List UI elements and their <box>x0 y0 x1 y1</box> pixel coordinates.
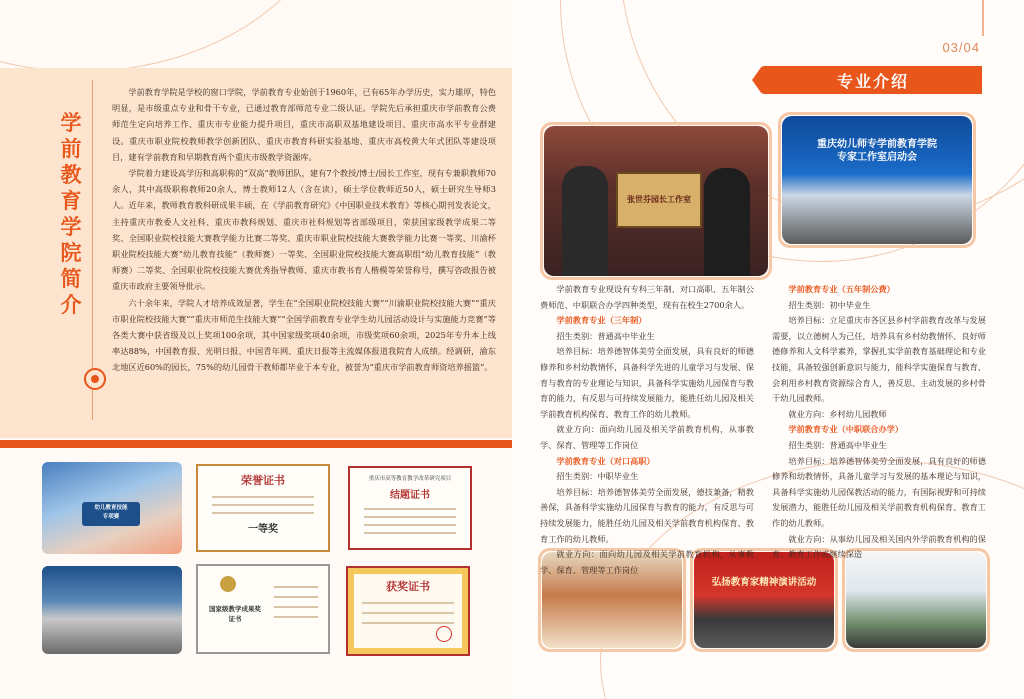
program-enroll: 招生类别：初中毕业生 <box>788 299 871 310</box>
section-title: 专业介绍 <box>836 72 909 91</box>
cert-text-line <box>364 532 456 534</box>
cert-text-line <box>274 586 318 588</box>
cert-text-line <box>212 504 314 506</box>
cert-text-line <box>212 496 314 498</box>
college-intro-title: 学前教育学院简介 <box>60 111 82 317</box>
cert-text-line <box>362 602 454 604</box>
certificate-award <box>346 566 470 656</box>
cert-text-line <box>364 524 456 526</box>
cert-text-line <box>212 512 314 514</box>
intro-paragraph: 学院着力建设高学历和高职称的“双高”教师团队，建有7个教授/博士/园长工作室，现有专兼职教师70余人，其中高级职称教师20余人，博士教师12人（含在读），硕士学位教师近50人，硕士研究生导师3人。近年来，教师教育教科研成果丰硕，在《学前教育研究》《中国职业技术教育》等核心期刊发表论文，主持重庆市教委人文社科、重庆市教科规划、重庆市社科规划等省部级项目，荣获国家级教学成果二等奖、全国职业院校技能大赛教学能力比赛二等奖、重庆市职业院校技能大赛教学能力比赛一等奖、川渝杯职业院校技能大赛“幼儿教育技能”（教师赛）一等奖、全国职业院校技能大赛高职组“幼儿教育技能”（教师赛）二等奖、全国职业院校技能大赛优秀指导教师、重庆市教书育人楷模等荣誉称号，撰写咨政报告被重庆市政府主要领导批示。 <box>112 168 496 292</box>
program-enroll: 招生类别：中职毕业生 <box>556 471 639 482</box>
program-goal: 培养目标：培养德智体美劳全面发展，德技兼备，精教善保，具备科学实施幼儿园保育与教育的能力，有反思与可持续发展能力，能胜任幼儿园及相关学前教育机构保育、教育工作的幼儿教师。 <box>540 486 754 544</box>
cert-award: 一等奖 <box>248 524 278 535</box>
program-name: 学前教育专业（中职联合办学） <box>788 424 904 435</box>
cert-title: 获奖证书 <box>386 580 430 593</box>
seal-icon <box>436 626 452 642</box>
cert-text-line <box>362 622 454 624</box>
plaque-text: 张世芬园长工作室 <box>627 195 691 204</box>
cert-text-line <box>364 516 456 518</box>
page-number: 03/04 <box>942 40 980 55</box>
students-activity-photo <box>42 566 182 654</box>
program-career: 就业方向：乡村幼儿园教师 <box>788 408 887 419</box>
certificate-honor <box>196 464 330 552</box>
program-career: 就业方向：面向幼儿园及相关学前教育机构，从事教学、保育、管理等工作岗位 <box>540 549 754 575</box>
program-enroll: 招生类别：普通高中毕业生 <box>556 330 655 341</box>
cert-header: 重庆市高等教育教学改革研究项目 <box>368 476 452 482</box>
programs-overview: 学前教育专业现设有专科三年制、对口高职、五年制公费师范、中职联合办学四种类型，现有在校生2700余人。 <box>540 284 754 310</box>
photo-frame <box>842 548 990 652</box>
ornament-icon <box>84 368 106 390</box>
cert-text-line <box>274 596 318 598</box>
lecture-banner-text: 弘扬教育家精神演讲活动 <box>711 577 817 588</box>
certificate-national <box>196 564 330 654</box>
program-career: 就业方向：从事幼儿园及相关国内外学前教育机构的保育、教育工作或继续深造 <box>772 533 986 560</box>
program-goal: 培养目标：培养德智体美劳全面发展，具有良好的师德修养和乡村幼教情怀，具备科学先进的儿童学习与发展、保育与教育的专业理论与知识，具备科学实施幼儿园保育与教育的能力，有反思与可持续发展能力，能胜任幼儿园及相关学前教育机构保育、教育工作的幼儿教师。 <box>540 346 754 419</box>
student-award-photo <box>42 462 182 554</box>
programs-column-right <box>772 282 986 563</box>
cert-title: 结题证书 <box>390 490 430 501</box>
cert-text-line <box>364 508 456 510</box>
banner-text: 幼儿教育技能 专项赛 <box>94 505 128 520</box>
program-name: 学前教育专业（三年制） <box>556 315 647 326</box>
photo-frame <box>778 112 976 248</box>
meeting-banner-text: 重庆幼儿师专学前教育学院 专家工作室启动会 <box>817 139 937 163</box>
cert-text-line <box>274 616 318 618</box>
cert-text-line <box>362 612 454 614</box>
program-name: 学前教育专业（五年制公费） <box>788 284 895 294</box>
program-name: 学前教育专业（对口高职） <box>556 455 655 466</box>
program-goal: 培养目标：培养德智体美劳全面发展，具有良好的师德修养和幼教情怀，具备儿童学习与发展的基本理论与知识，具备科学实施幼儿园保教活动的能力，有国际视野和可持续发展潜力，能胜任幼儿园及相关学前教育机构保育、教育工作的幼儿教师。 <box>772 455 986 528</box>
program-enroll: 招生类别：普通高中毕业生 <box>788 439 887 450</box>
certificate-project <box>348 466 472 550</box>
decorative-line <box>982 0 984 36</box>
programs-column-left <box>540 282 754 578</box>
photo-frame <box>540 122 772 280</box>
intro-paragraph: 学前教育学院是学校的窗口学院，学前教育专业始创于1960年，已有65年办学历史，实力雄厚，特色明显，是市级重点专业和骨干专业，已通过教育部师范专业二级认证。学院先后承担重庆市学前教育公费师范生定向培养工作、重庆市专业能力提升项目，重庆市高职双基地建设项目、重庆市高水平专业群建设。重庆市职业院校教师教学创新团队、重庆市教育科研实验基地、重庆市高校黄大年式团队等建设项目，建有学前教育和早期教育两个重庆市级教学资源库。 <box>112 87 496 162</box>
intro-text <box>112 84 496 376</box>
intro-paragraph: 六十余年来，学院人才培养成效显著，学生在“全国职业院校技能大赛”“川渝职业院校技能大赛”“重庆市职业院校技能大赛”“重庆市师范生技能大赛”“全国学前教育专业学生幼儿园活动设计与实施能力竞赛”等各类大赛中获省级及以上奖项100余项，其中国家级奖项40余项，市级奖项60余项，2025年专升本上线率达88%，中国教育报、光明日报、中国青年网、重庆日报等主流媒体报道我院育人成绩。经调研，渝东北地区近60%的园长，75%的幼儿园骨干教师都毕业于本专业，被誉为“重庆市学前教育师资培养摇篮”。 <box>112 297 496 373</box>
cert-text-line <box>274 606 318 608</box>
emblem-icon <box>220 576 236 592</box>
cert-title: 国家级教学成果奖 证书 <box>209 605 261 623</box>
program-goal: 培养目标：立足重庆市各区县乡村学前教育改革与发展需要，以立德树人为己任，培养具有乡村幼教情怀、良好师德修养和人文科学素养，掌握扎实学前教育基础理论和专业技能，具备较强创新意识与能力，能科学实施保育与教育、会利用乡村教育资源综合育人，善反思、主动发展的乡村骨干幼儿园教师。 <box>772 315 986 404</box>
accent-bar <box>0 440 512 448</box>
program-career: 就业方向：面向幼儿园及相关学前教育机构，从事教学、保育、管理等工作岗位 <box>540 424 754 450</box>
cert-title: 荣誉证书 <box>241 474 285 487</box>
